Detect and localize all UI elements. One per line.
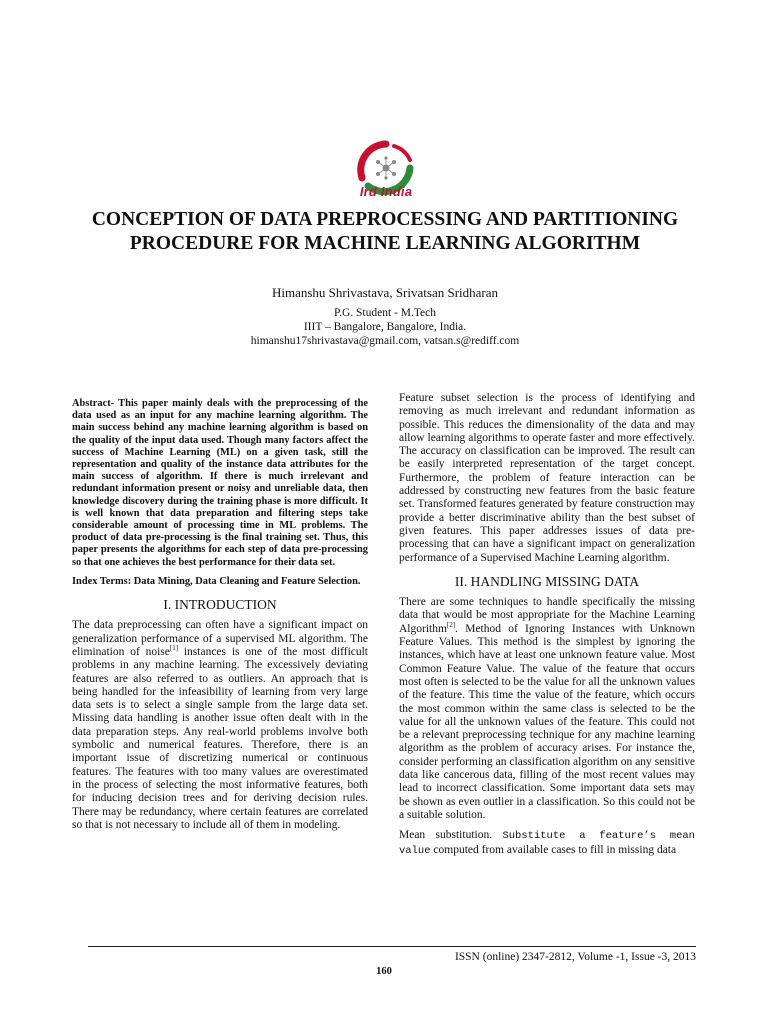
citation-2: [2] xyxy=(446,620,456,629)
abstract: Abstract- This paper mainly deals with the preprocessing of the data used as an input for any machine learning algorithm. The main success behind any machine learning algorithm is based on the quality of the input data used. Though many factors affect the success of Machine Learning (ML) on a given task, still the representation and quality of the instance data attributes for the main success of algorithm. If there is much irrelevant and redundant information present or noisy and unreliable data, then knowledge discovery during the training phase is more difficult. It is well known that data preparation and filtering steps take considerable amount of processing time in ML problems. The product of data pre-processing is the final training set. Thus, this paper presents the algorithms for each step of data pre-processing so that one achieves the best performance for their data set. xyxy=(72,398,368,568)
affiliation xyxy=(60,306,710,348)
affiliation-emails: himanshu17shrivastava@gmail.com, vatsan.s@rediff.com xyxy=(250,335,520,347)
section-heading-introduction: I. INTRODUCTION xyxy=(163,597,277,613)
mean-substitution-paragraph: Mean substitution. Substitute a feature’s mean value computed from available cases to fill in missing data xyxy=(399,829,695,857)
affiliation-role: P.G. Student - M.Tech xyxy=(333,307,437,319)
affiliation-institute: IIIT – Bangalore, Bangalore, India. xyxy=(303,321,467,333)
footer-rule xyxy=(88,946,696,947)
authors: Himanshu Shrivastava, Srivatsan Sridharan xyxy=(271,285,498,300)
introduction-paragraph: The data preprocessing can often have a significant impact on generalization performance of a supervised ML algorithm. The elimination of noise[1] instances is one of the most difficult problems in any machine learning. The excessively deviating features are also referred to as outliers. An approach that is being handled for the infeasibility of learning from very large data sets is to select a single sample from the large data set. Missing data handling is another issue often dealt with in the data preparation steps. Any real-world problems involve both symbolic and numerical features. Therefore, there is an important issue of discretizing numerical or continuous features. The features with too many values are overestimated in the process of selecting the most informative features, both for inducing decision trees and for deriving decision rules. There may be redundancy, where certain features are correlated so that is not necessary to include all of them in modeling. xyxy=(72,619,369,831)
feature-selection-paragraph: Feature subset selection is the process of identifying and removing as much irrelevant and redundant information as possible. This reduces the dimensionality of the data and may allow learning algorithms to operate faster and more effectively. The accuracy on classification can be improved. The result can be easily interpreted representation of the target concept. Furthermore, the problem of feature interaction can be addressed by constructing new features from the basic feature set. Transformed features generated by feature construction may provide a better discriminative ability than the best subset of given features. This paper addresses issues of data pre-processing that can have a significant impact on generalization performance of a Supervised Machine Learning algorithm. xyxy=(399,392,695,564)
section-heading-missing-data: II. HANDLING MISSING DATA xyxy=(454,573,640,589)
right-column xyxy=(399,392,695,865)
left-column xyxy=(72,398,368,839)
citation-1: [1] xyxy=(169,644,179,653)
missing-data-paragraph: There are some techniques to handle specifically the missing data that would be most appropriate for the Machine Learning Algorithm[2]. Method of Ignoring Instances with Unknown Feature Values. This method is the simplest by ignoring the instances, which have at least one unknown feature value. Most Common Feature Value. The value of the feature that occurs most often is selected to be the value for all the unknown values of the feature. This time the value of the feature, which occurs the most common within the same class is selected to be the value for all the unknown values of the feature. This could not be a relevant preprocessing technique for any machine learning algorithm as the problem of accuracy arises. For instance the, consider performing an classification algorithm on any sensitive data like cancerous data, filling of the most recent values may lead to incorrect classification. Some important data sets may be shown as even outlier in a classification. So this could not be a suitable solution. xyxy=(399,596,695,821)
page-number: 160 xyxy=(376,966,392,977)
logo-text: Ird India xyxy=(359,184,413,199)
index-terms: Index Terms: Data Mining, Data Cleaning and Feature Selection. xyxy=(72,575,361,587)
paper-title: CONCEPTION OF DATA PREPROCESSING AND PARTITIONING PROCEDURE FOR MACHINE LEARNING ALGORITHM xyxy=(91,209,679,254)
footer-issn: ISSN (online) 2347-2812, Volume -1, Issue -3, 2013 xyxy=(454,951,696,963)
